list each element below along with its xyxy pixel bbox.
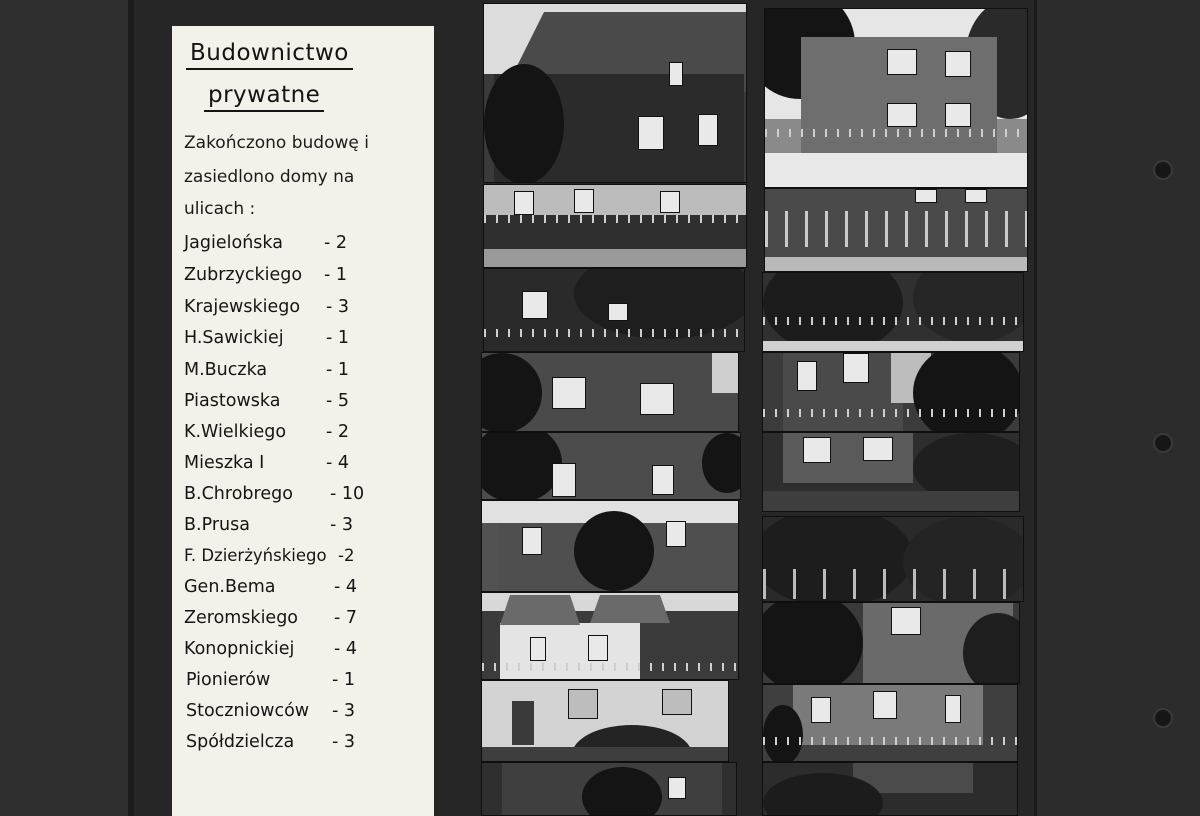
street-count: -2 xyxy=(338,546,355,565)
street-name: M.Buczka xyxy=(184,360,268,380)
album-right-board xyxy=(1034,0,1200,816)
card-title-line-2: prywatne xyxy=(204,82,324,112)
house-photo xyxy=(762,602,1020,684)
street-name: B.Chrobrego xyxy=(184,484,293,504)
street-row xyxy=(184,297,424,325)
street-count: - 7 xyxy=(334,608,358,628)
street-name: Krajewskiego xyxy=(184,297,301,317)
street-row xyxy=(184,732,424,760)
street-name: Jagielońska xyxy=(184,233,283,253)
intro-text-line: Zakończono budowę i xyxy=(184,133,369,153)
binder-hole-icon xyxy=(1153,433,1173,453)
street-count: - 3 xyxy=(332,701,356,721)
binder-hole-icon xyxy=(1153,708,1173,728)
street-name: Mieszka I xyxy=(184,453,265,473)
house-photo xyxy=(481,592,739,680)
street-name: F. Dzierżyńskiego xyxy=(184,546,327,565)
street-count: - 10 xyxy=(330,484,365,504)
house-photo xyxy=(762,352,1020,432)
street-row xyxy=(184,546,424,574)
street-name: Zeromskiego xyxy=(184,608,299,628)
house-photo xyxy=(483,3,747,183)
street-row xyxy=(184,577,424,605)
street-name: Gen.Bema xyxy=(184,577,276,597)
house-photo xyxy=(762,762,1018,816)
street-name: Piastowska xyxy=(184,391,281,411)
street-count: - 4 xyxy=(334,577,358,597)
street-count: - 3 xyxy=(332,732,356,752)
street-name: H.Sawickiej xyxy=(184,328,284,348)
house-photo xyxy=(483,268,745,352)
house-photo xyxy=(481,680,729,762)
street-count: - 4 xyxy=(326,453,350,473)
house-photo xyxy=(481,352,739,432)
house-photo xyxy=(481,432,741,500)
street-row xyxy=(184,422,424,450)
street-name: Pionierów xyxy=(186,670,271,690)
house-photo xyxy=(762,516,1024,602)
street-row xyxy=(184,608,424,636)
street-count: - 1 xyxy=(326,360,350,380)
street-count: - 3 xyxy=(326,297,350,317)
house-photo xyxy=(764,8,1028,188)
street-row xyxy=(184,701,424,729)
street-name: Spółdzielcza xyxy=(186,732,295,752)
intro-text-line: ulicach : xyxy=(184,199,256,219)
street-row xyxy=(184,515,424,543)
intro-text-line: zasiedlono domy na xyxy=(184,167,355,187)
street-row xyxy=(184,265,424,293)
street-count: - 2 xyxy=(326,422,350,442)
street-row xyxy=(184,233,424,261)
street-row xyxy=(184,670,424,698)
street-row xyxy=(184,360,424,388)
street-count: - 5 xyxy=(326,391,350,411)
house-photo xyxy=(762,684,1018,762)
street-row xyxy=(184,391,424,419)
binder-hole-icon xyxy=(1153,160,1173,180)
street-count: - 3 xyxy=(330,515,354,535)
street-name: Stoczniowców xyxy=(186,701,310,721)
street-name: B.Prusa xyxy=(184,515,250,535)
street-count: - 1 xyxy=(332,670,356,690)
street-name: Konopnickiej xyxy=(184,639,295,659)
street-count: - 1 xyxy=(326,328,350,348)
street-name: Zubrzyckiego xyxy=(184,265,303,285)
street-name: K.Wielkiego xyxy=(184,422,287,442)
house-photo xyxy=(764,188,1028,272)
street-count: - 4 xyxy=(334,639,358,659)
street-count: - 1 xyxy=(324,265,348,285)
house-photo xyxy=(483,184,747,268)
house-photo xyxy=(481,500,739,592)
street-row xyxy=(184,639,424,667)
house-photo xyxy=(762,272,1024,352)
street-count: - 2 xyxy=(324,233,348,253)
street-row xyxy=(184,328,424,356)
album-left-board xyxy=(0,0,128,816)
house-photo xyxy=(762,432,1020,512)
street-row xyxy=(184,484,424,512)
caption-card xyxy=(172,26,434,816)
house-photo xyxy=(481,762,737,816)
card-title-line-1: Budownictwo xyxy=(186,40,353,70)
street-row xyxy=(184,453,424,481)
